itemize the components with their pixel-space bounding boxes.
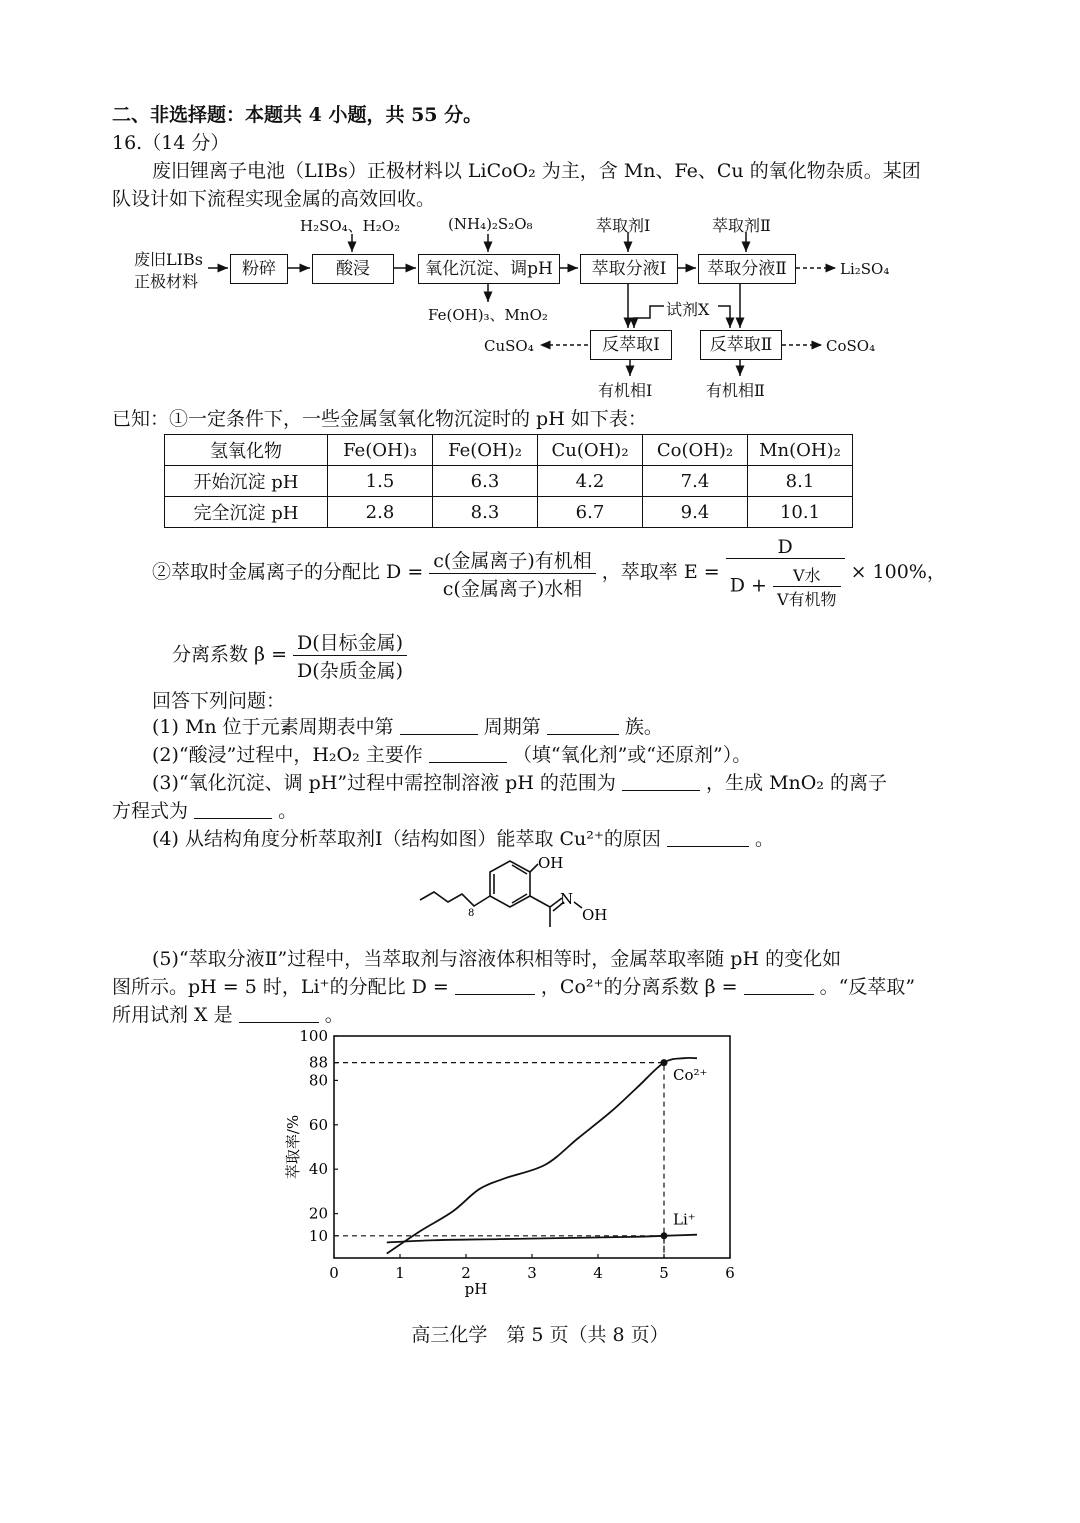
answer-blank[interactable]	[667, 828, 749, 847]
y-tick-label: 60	[308, 1115, 328, 1134]
y-tick-label: 20	[308, 1204, 328, 1223]
table-cell: 开始沉淀 pH	[165, 466, 328, 497]
reagent-leach: H₂SO₄、H₂O₂	[300, 217, 401, 235]
intro-line-1: 废旧锂离子电池（LIBs）正极材料以 LiCoO₂ 为主，含 Mn、Fe、Cu 的氧化物杂质。某团	[152, 160, 921, 182]
q3-text-c: 方程式为	[112, 800, 189, 822]
struct-n: N	[560, 890, 574, 908]
table-header: Co(OH)₂	[643, 435, 748, 466]
table-cell: 2.8	[328, 497, 433, 528]
box-extract-1: 萃取分液Ⅰ	[580, 254, 678, 284]
q4-text-a: (4) 从结构角度分析萃取剂Ⅰ（结构如图）能萃取 Cu²⁺的原因	[152, 828, 661, 850]
question-1	[152, 714, 663, 740]
flow-start-line2: 正极材料	[134, 272, 199, 291]
q3-text-d: 。	[278, 800, 298, 822]
table-header-row	[165, 435, 853, 466]
volume-ratio-fraction	[773, 563, 841, 610]
table-row	[165, 497, 853, 528]
q1-text-a: (1) Mn 位于元素周期表中第	[152, 716, 394, 738]
question-3	[152, 770, 887, 796]
box-extract-2: 萃取分液Ⅱ	[698, 254, 796, 284]
product-cuso4: CuSO₄	[484, 337, 534, 355]
known-2-mid: ，萃取率 E =	[601, 561, 720, 583]
y-axis-label: 萃取率/%	[284, 1114, 302, 1180]
table-cell: 8.3	[433, 497, 538, 528]
series-label: Li⁺	[673, 1210, 696, 1229]
reagent-extractant-2: 萃取剂Ⅱ	[712, 216, 771, 235]
q4-text-b: 。	[755, 828, 775, 850]
beta-denominator: D(杂质金属)	[297, 660, 404, 682]
table-row	[165, 466, 853, 497]
x-tick-label: 3	[527, 1264, 537, 1282]
extraction-rate-fraction	[726, 536, 845, 610]
q1-text-b: 周期第	[483, 716, 541, 738]
box-back-extract-2: 反萃取Ⅱ	[700, 330, 782, 360]
table-cell: 1.5	[328, 466, 433, 497]
table-cell: 完全沉淀 pH	[165, 497, 328, 528]
table-cell: 8.1	[748, 466, 853, 497]
known-1: 已知：①一定条件下，一些金属氢氧化物沉淀时的 pH 如下表：	[112, 408, 647, 430]
extraction-rate-chart	[280, 1028, 760, 1308]
table-cell: 7.4	[643, 466, 748, 497]
beta-numerator: D(目标金属)	[293, 628, 407, 656]
question-3-cont	[112, 798, 297, 824]
separation-coefficient-formula	[172, 628, 407, 683]
x-tick-label: 1	[395, 1264, 405, 1282]
plot-frame	[334, 1036, 730, 1258]
q1-text-c: 族。	[624, 716, 663, 738]
marked-point	[661, 1059, 668, 1066]
x-tick-label: 0	[329, 1264, 339, 1282]
known-2-formula	[152, 536, 946, 610]
table-header: Fe(OH)₃	[328, 435, 433, 466]
table-header: 氢氧化物	[165, 435, 328, 466]
table-cell: 9.4	[643, 497, 748, 528]
y-tick-label: 40	[308, 1160, 328, 1179]
volume-denominator: V有机物	[776, 590, 837, 609]
y-tick-label: 88	[308, 1053, 328, 1072]
q3-text-b: ，生成 MnO₂ 的离子	[706, 772, 887, 794]
table-header: Mn(OH)₂	[748, 435, 853, 466]
distribution-numerator: c(金属离子)有机相	[429, 546, 595, 574]
answer-blank[interactable]	[429, 744, 507, 763]
y-tick-label: 100	[299, 1028, 328, 1045]
box-acid-leach: 酸浸	[312, 254, 394, 284]
known-2-suffix: × 100%，	[850, 561, 946, 583]
x-tick-label: 2	[461, 1264, 471, 1282]
extraction-den-prefix: D +	[729, 574, 767, 597]
table-cell: 6.3	[433, 466, 538, 497]
table-header: Fe(OH)₂	[433, 435, 538, 466]
organic-phase-1: 有机相Ⅰ	[598, 381, 653, 400]
series-label: Co²⁺	[673, 1066, 708, 1085]
struct-chain-subscript: 8	[468, 908, 475, 919]
x-tick-label: 4	[593, 1264, 603, 1282]
section-title: 二、非选择题：本题共 4 小题，共 55 分。	[112, 104, 483, 126]
beta-fraction	[293, 628, 407, 683]
marked-point	[661, 1232, 668, 1239]
answer-intro: 回答下列问题：	[152, 690, 286, 712]
question-4	[152, 826, 774, 852]
question-number: 16.（14 分）	[112, 132, 230, 154]
reagent-x: 试剂X	[666, 297, 709, 320]
table-header: Cu(OH)₂	[538, 435, 643, 466]
beta-prefix: 分离系数 β =	[172, 643, 287, 666]
question-5: (5)“萃取分液Ⅱ”过程中，当萃取剂与溶液体积相等时，金属萃取率随 pH 的变化如	[152, 948, 842, 970]
extractant-structure	[410, 850, 610, 930]
answer-blank[interactable]	[744, 976, 814, 995]
y-tick-label: 10	[308, 1226, 328, 1245]
flow-arrows	[0, 0, 1080, 420]
flow-start-line1: 废旧LIBs	[134, 250, 203, 269]
box-oxidation-precip: 氧化沉淀、调pH	[418, 254, 560, 284]
table-cell: 4.2	[538, 466, 643, 497]
question-5-line-2	[112, 974, 915, 1000]
x-axis-label: pH	[464, 1280, 488, 1298]
box-crush: 粉碎	[230, 254, 288, 284]
struct-oh-oxime: OH	[582, 906, 608, 924]
box-back-extract-1: 反萃取Ⅰ	[590, 330, 672, 360]
q5-text-b2: ，Co²⁺的分离系数 β =	[540, 976, 738, 998]
extraction-numerator: D	[726, 536, 845, 559]
page-footer: 高三化学 第 5 页（共 8 页）	[411, 1324, 669, 1346]
q5-text-c1: 所用试剂 X 是	[112, 1004, 233, 1026]
x-tick-label: 6	[725, 1264, 735, 1282]
q5-text-c2: 。	[324, 1004, 344, 1026]
extraction-denominator	[726, 559, 845, 610]
hydroxide-ph-table	[164, 434, 853, 528]
question-5-line-3	[112, 1002, 344, 1028]
table-cell: 10.1	[748, 497, 853, 528]
table-cell: 6.7	[538, 497, 643, 528]
q5-text-b3: 。“反萃取”	[819, 976, 916, 998]
q5-text-b1: 图所示。pH = 5 时，Li⁺的分配比 D =	[112, 976, 449, 998]
struct-oh-top: OH	[538, 854, 564, 872]
answer-blank[interactable]	[194, 800, 272, 819]
answer-blank[interactable]	[239, 1004, 319, 1023]
known-2-prefix: ②萃取时金属离子的分配比 D =	[152, 561, 424, 583]
precipitate-label: Fe(OH)₃、MnO₂	[428, 306, 548, 324]
reagent-extractant-1: 萃取剂Ⅰ	[596, 216, 651, 235]
reagent-oxidant: (NH₄)₂S₂O₈	[448, 215, 533, 233]
x-tick-label: 5	[659, 1264, 669, 1282]
answer-blank[interactable]	[622, 772, 700, 791]
co-series-line	[387, 1058, 697, 1254]
product-li2so4: Li₂SO₄	[840, 260, 890, 278]
q2-text-b: （填“氧化剂”或“还原剂”）。	[512, 744, 752, 766]
dashed-guide-line	[334, 1063, 664, 1258]
distribution-ratio-fraction	[429, 546, 595, 601]
organic-phase-2: 有机相Ⅱ	[706, 381, 765, 400]
answer-blank[interactable]	[455, 976, 535, 995]
intro-line-2: 队设计如下流程实现金属的高效回收。	[112, 188, 436, 210]
distribution-denominator: c(金属离子)水相	[442, 577, 583, 600]
product-coso4: CoSO₄	[826, 337, 876, 355]
q2-text-a: (2)“酸浸”过程中，H₂O₂ 主要作	[152, 744, 423, 766]
volume-numerator: V水	[773, 563, 841, 587]
answer-blank[interactable]	[400, 716, 478, 735]
q3-text-a: (3)“氧化沉淀、调 pH”过程中需控制溶液 pH 的范围为	[152, 772, 616, 794]
y-tick-label: 80	[308, 1071, 328, 1090]
answer-blank[interactable]	[547, 716, 619, 735]
question-2	[152, 742, 751, 768]
